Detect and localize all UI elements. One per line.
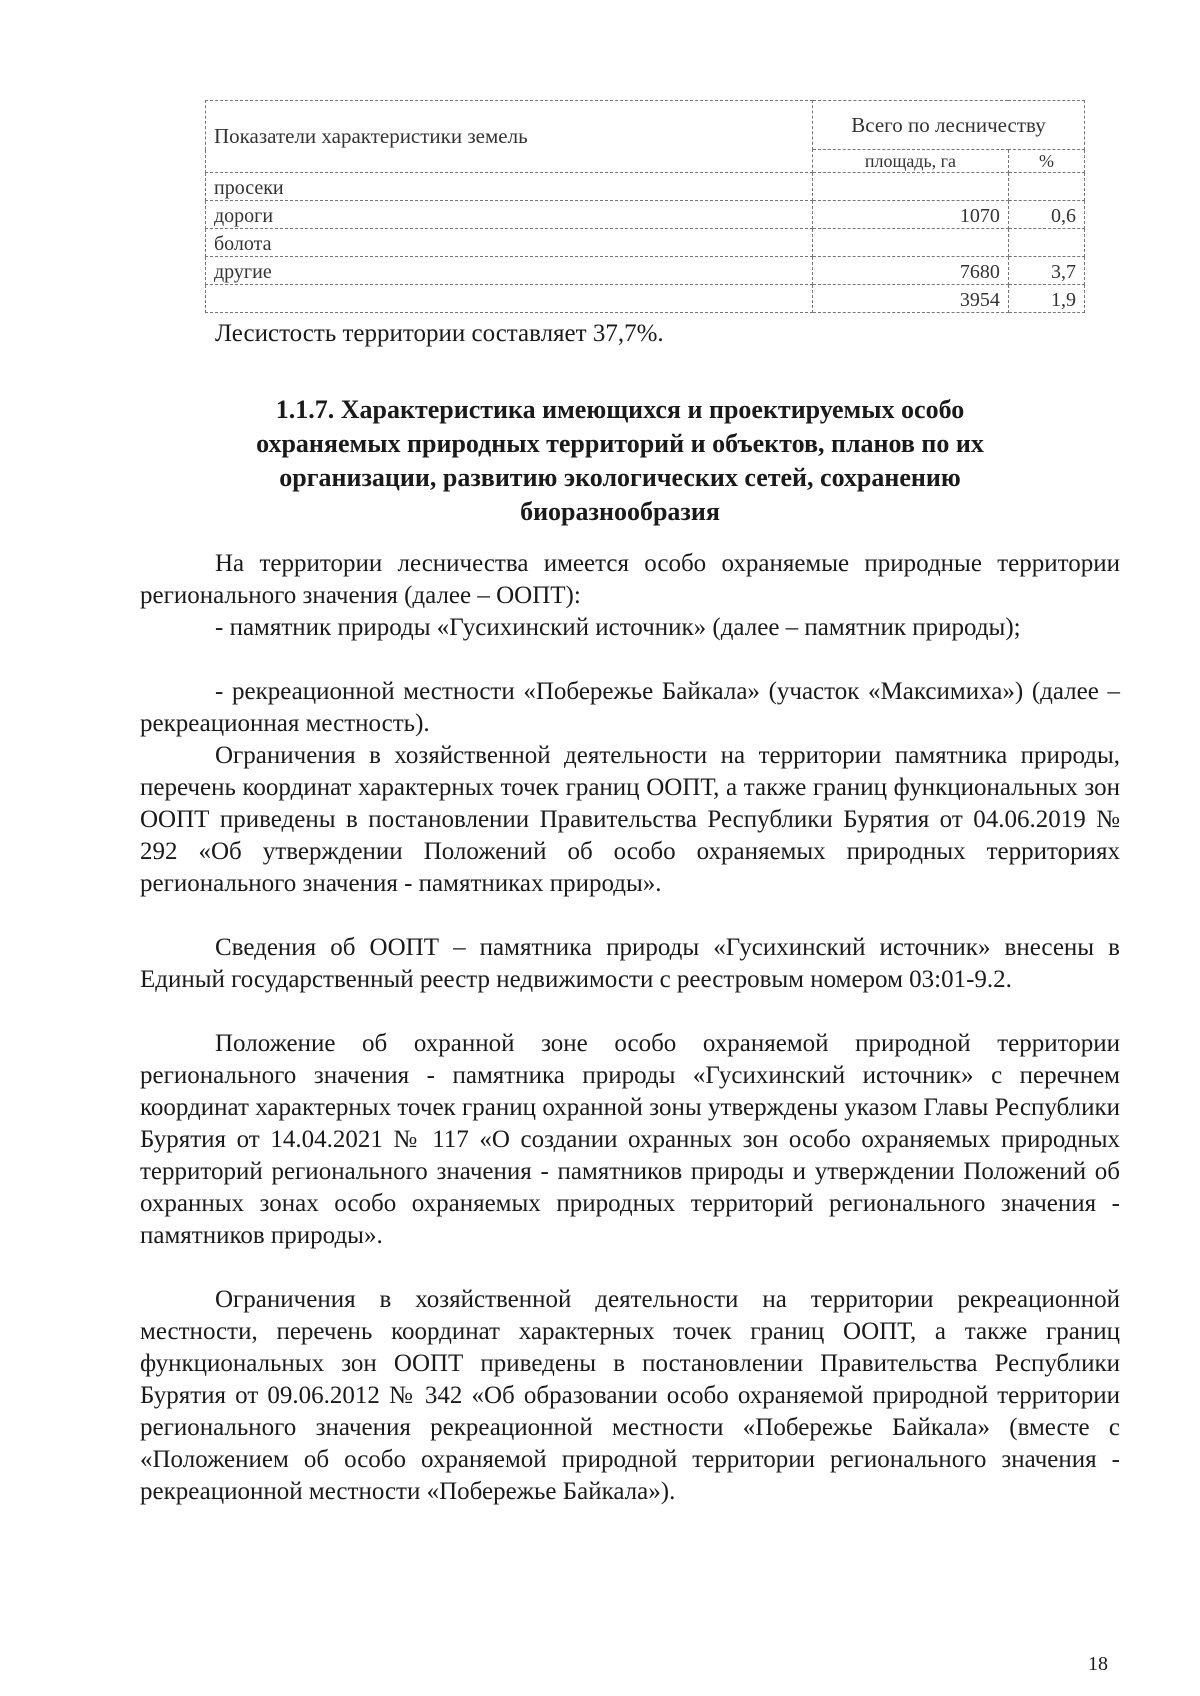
land-characteristics-table bbox=[205, 100, 1085, 313]
row-name: дороги bbox=[206, 201, 813, 229]
table-row bbox=[206, 173, 1085, 201]
paragraph-monument-restrictions: Ограничения в хозяйственной деятельности на территории памятника природы, перечень координат характерных точек границ ООПТ, а также границ функциональных зон ООПТ приведены в постановлении Правительства Республики Бурятия от 04.06.2019 № 292 «Об утверждении Положений об особо охраняемых природных территориях регионального значения - памятниках природы». bbox=[140, 742, 1120, 897]
page-number: 18 bbox=[1088, 1653, 1108, 1675]
column-header-area: площадь, га bbox=[813, 150, 1009, 173]
row-percent bbox=[1008, 229, 1084, 257]
row-percent: 3,7 bbox=[1008, 257, 1084, 285]
table-header-row bbox=[206, 101, 1085, 150]
section-heading: 1.1.7. Характеристика имеющихся и проектируемых особо охраняемых природных территорий и объектов, планов по их организации, развитию экологических сетей, сохранению биоразнообразия bbox=[256, 395, 984, 526]
row-area: 1070 bbox=[813, 201, 1009, 229]
column-header-name: Показатели характеристики земель bbox=[206, 101, 813, 173]
row-area bbox=[813, 229, 1009, 257]
row-percent bbox=[1008, 173, 1084, 201]
row-area: 7680 bbox=[813, 257, 1009, 285]
table-row bbox=[206, 257, 1085, 285]
paragraph-registry: Сведения об ООПТ – памятника природы «Гусихинский источник» внесены в Единый государственный реестр недвижимости с реестровым номером 03:01-9.2. bbox=[140, 934, 1120, 993]
column-header-group: Всего по лесничеству bbox=[813, 101, 1085, 150]
row-name: просеки bbox=[206, 173, 813, 201]
row-area: 3954 bbox=[813, 285, 1009, 313]
paragraph-intro: На территории лесничества имеется особо охраняемые природные территории регионального значения (далее – ООПТ): bbox=[140, 550, 1120, 609]
row-name bbox=[206, 285, 813, 313]
list-item-natural-monument: - памятник природы «Гусихинский источник» (далее – памятник природы); bbox=[215, 614, 1021, 641]
row-percent: 1,9 bbox=[1008, 285, 1084, 313]
row-percent: 0,6 bbox=[1008, 201, 1084, 229]
table-row bbox=[206, 285, 1085, 313]
row-name: другие bbox=[206, 257, 813, 285]
paragraph-recreational-restrictions: Ограничения в хозяйственной деятельности на территории рекреационной местности, перечень координат характерных точек границ ООПТ, а также границ функциональных зон ООПТ приведены в постановлении Правительства Республики Бурятия от 09.06.2012 № 342 «Об образовании особо охраняемой природной территории регионального значения рекреационной местности «Побережье Байкала» (вместе с «Положением об особо охраняемой природной территории регионального значения - рекреационной местности «Побережье Байкала»). bbox=[140, 1286, 1120, 1505]
column-header-percent: % bbox=[1008, 150, 1084, 173]
paragraph-protection-zone: Положение об охранной зоне особо охраняемой природной территории регионального значения - памятника природы «Гусихинский источник» с перечнем координат характерных точек границ охранной зоны утверждены указом Главы Республики Бурятия от 14.04.2021 № 117 «О создании охранных зон особо охраняемых природных территорий регионального значения - памятников природы и утверждении Положений об охранных зонах особо охраняемых природных территорий регионального значения - памятников природы». bbox=[140, 1030, 1120, 1249]
list-item-recreational-area: - рекреационной местности «Побережье Байкала» (участок «Максимиха») (далее – рекреационная местность). bbox=[140, 678, 1120, 737]
table-row bbox=[206, 229, 1085, 257]
row-area bbox=[813, 173, 1009, 201]
row-name: болота bbox=[206, 229, 813, 257]
table-row bbox=[206, 201, 1085, 229]
forest-cover-text: Лесистость территории составляет 37,7%. bbox=[215, 320, 664, 347]
